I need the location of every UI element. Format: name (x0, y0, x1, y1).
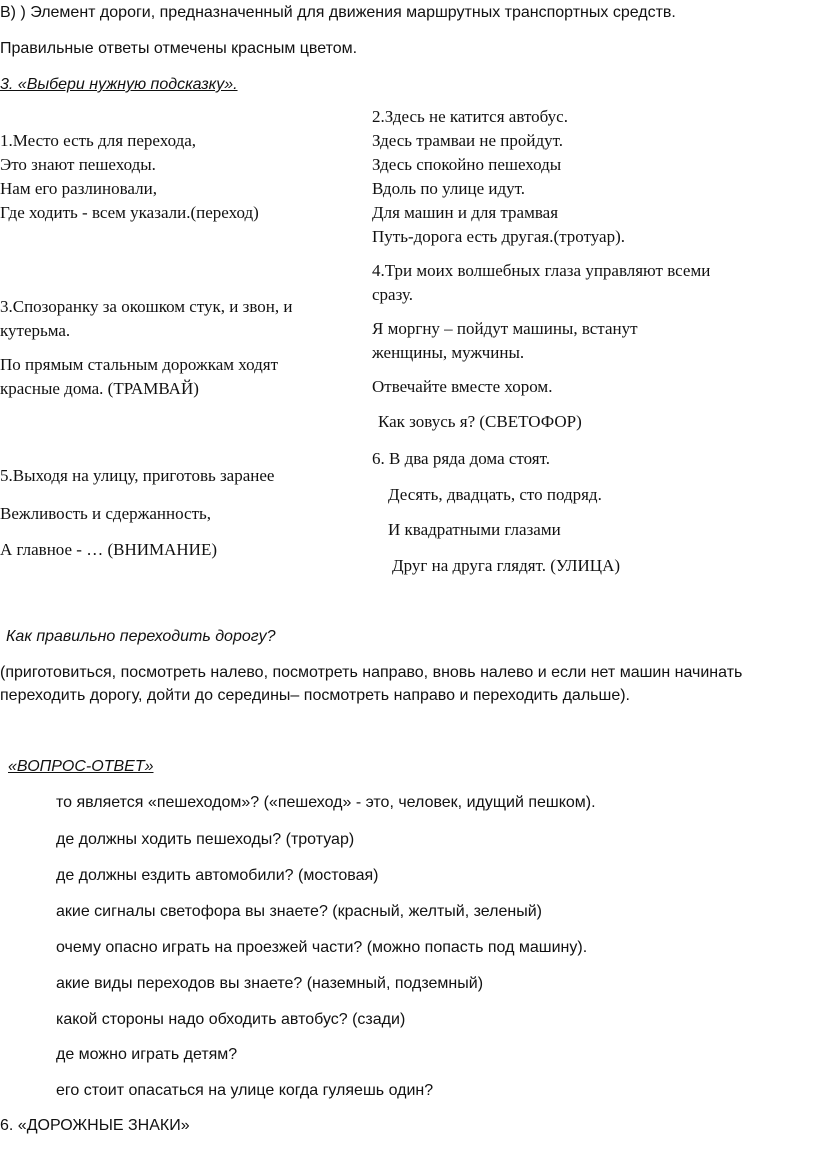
riddle-6-line: Десять, двадцать, сто подряд. (388, 485, 602, 504)
riddle-4-line: 4.Три моих волшебных глаза управляют всеми (372, 261, 711, 280)
section-6-title: 6. «ДОРОЖНЫЕ ЗНАКИ» (0, 1117, 190, 1134)
riddle-2-line: Здесь спокойно пешеходы (372, 155, 562, 174)
riddle-2-line: Вдоль по улице идут. (372, 179, 526, 198)
crossing-answer-line-1: (приготовиться, посмотреть налево, посмотреть направо, вновь налево и если нет машин начинать (0, 664, 743, 681)
riddle-3-line: 3.Спозоранку за окошком стук, и звон, и (0, 297, 293, 316)
riddle-5-line: 5.Выходя на улицу, приготовь заранее (0, 466, 275, 485)
riddle-6-line: 6. В два ряда дома стоят. (372, 449, 551, 468)
riddle-1-line: 1.Место есть для перехода, (0, 131, 197, 150)
qa-item: де должны ходить пешеходы? (тротуар) (56, 831, 355, 848)
riddle-3-line: По прямым стальным дорожкам ходят (0, 355, 279, 374)
qa-item: какой стороны надо обходить автобус? (сзади) (56, 1011, 406, 1028)
riddle-4-line: женщины, мужчины. (372, 343, 525, 362)
crossing-answer-line-2: переходить дорогу, дойти до середины– посмотреть направо и переходить дальше). (0, 687, 630, 704)
riddle-1-line: Это знают пешеходы. (0, 155, 156, 174)
crossing-question: Как правильно переходить дорогу? (6, 628, 276, 645)
riddle-4-line: Как зовусь я? (СВЕТОФОР) (378, 412, 582, 431)
riddle-3-line: кутерьма. (0, 321, 71, 340)
riddle-6-line: Друг на друга глядят. (УЛИЦА) (392, 556, 621, 575)
riddle-6-line: И квадратными глазами (388, 520, 561, 539)
qa-item: де должны ездить автомобили? (мостовая) (56, 867, 379, 884)
riddle-2-line: Путь-дорога есть другая.(тротуар). (372, 227, 626, 246)
riddle-5-line: А главное - … (ВНИМАНИЕ) (0, 540, 217, 559)
qa-item: де можно играть детям? (56, 1046, 238, 1063)
riddle-4-line: сразу. (372, 285, 413, 304)
riddle-3-line: красные дома. (ТРАМВАЙ) (0, 379, 199, 398)
qa-title: «ВОПРОС-ОТВЕТ» (8, 758, 154, 775)
header-line-2: Правильные ответы отмечены красным цветом. (0, 40, 358, 57)
header-line-1: В) ) Элемент дороги, предназначенный для движения маршрутных транспортных средств. (0, 4, 676, 21)
riddle-1-line: Нам его разлиновали, (0, 179, 157, 198)
riddle-2-line: Здесь трамваи не пройдут. (372, 131, 564, 150)
section-3-title: 3. «Выбери нужную подсказку». (0, 76, 238, 93)
riddle-4-line: Отвечайте вместе хором. (372, 377, 553, 396)
qa-item: очему опасно играть на проезжей части? (можно попасть под машину). (56, 939, 588, 956)
riddle-2-line: Для машин и для трамвая (372, 203, 559, 222)
riddle-5-line: Вежливость и сдержанность, (0, 504, 211, 523)
riddle-1-line: Где ходить - всем указали.(переход) (0, 203, 259, 222)
qa-item: его стоит опасаться на улице когда гуляешь один? (56, 1082, 434, 1099)
qa-item: акие сигналы светофора вы знаете? (красный, желтый, зеленый) (56, 903, 542, 920)
qa-item: акие виды переходов вы знаете? (наземный, подземный) (56, 975, 484, 992)
riddle-4-line: Я моргну – пойдут машины, встанут (372, 319, 638, 338)
qa-item: то является «пешеходом»? («пешеход» - это, человек, идущий пешком). (56, 794, 596, 811)
riddle-2-line: 2.Здесь не катится автобус. (372, 107, 568, 126)
